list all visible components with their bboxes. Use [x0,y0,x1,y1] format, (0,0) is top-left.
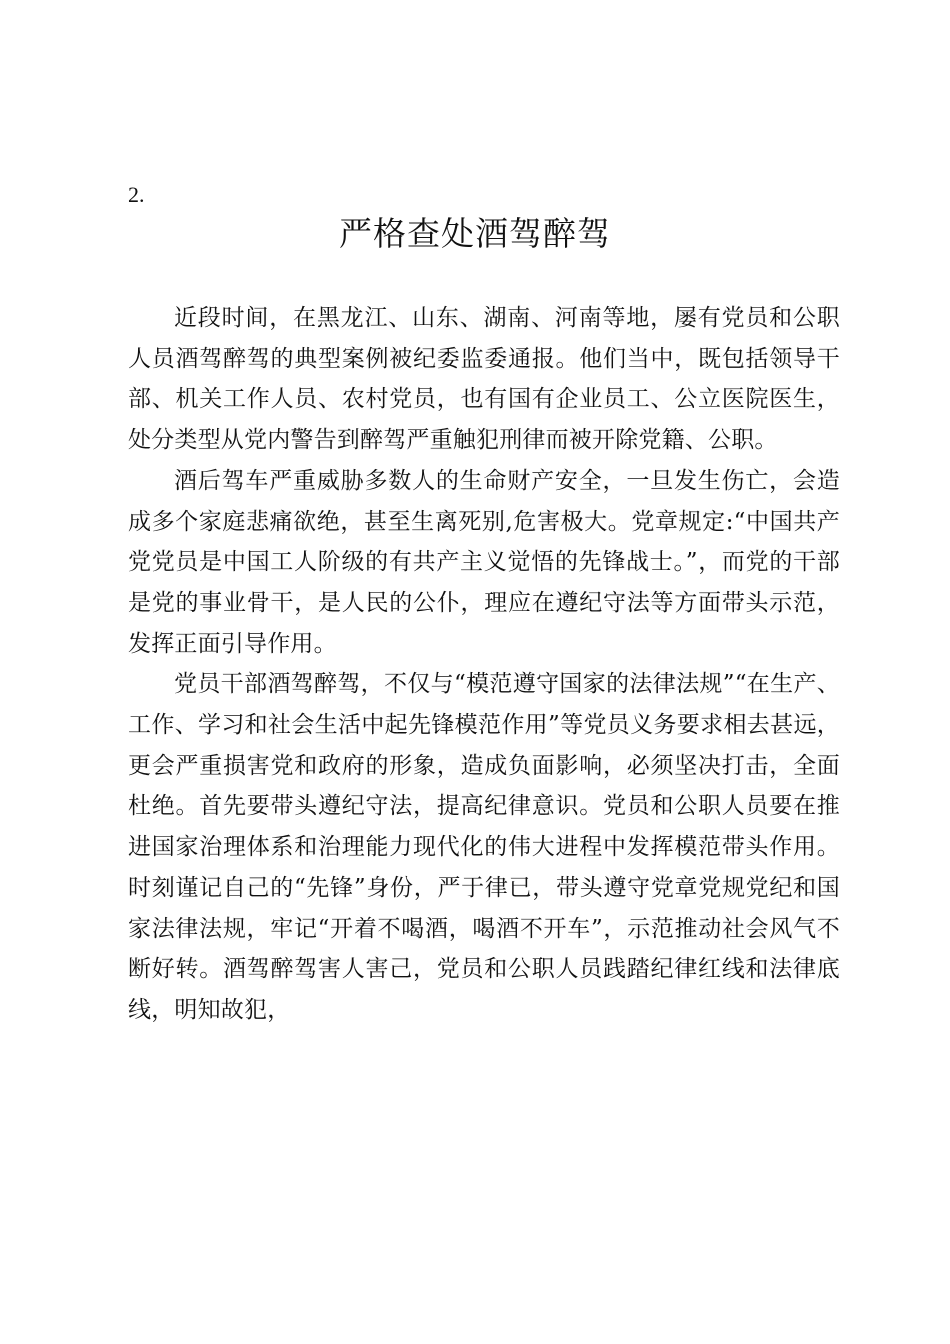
document-title: 严格查处酒驾醉驾 [339,214,611,253]
paragraph: 党员干部酒驾醉驾，不仅与“模范遵守国家的法律法规”“在生产、工作、学习和社会生活中起先锋模范作用”等党员义务要求相去甚远，更会严重损害党和政府的形象，造成负面影响，必须坚决打击，全面杜绝。首先要带头遵纪守法，提高纪律意识。党员和公职人员要在推进国家治理体系和治理能力现代化的伟大进程中发挥模范带头作用。时刻谨记自己的“先锋”身份，严于律已，带头遵守党章党规党纪和国家法律法规，牢记“开着不喝酒，喝酒不开车”，示范推动社会风气不断好转。酒驾醉驾害人害己，党员和公职人员践踏纪律红线和法律底线，明知故犯， [128,671,840,1023]
paragraph: 酒后驾车严重威胁多数人的生命财产安全，一旦发生伤亡，会造成多个家庭悲痛欲绝，甚至生离死别,危害极大。党章规定:“中国共产党党员是中国工人阶级的有共产主义觉悟的先锋战士。”，而党的干部是党的事业骨干，是人民的公仆，理应在遵纪守法等方面带头示范，发挥正面引导作用。 [128,467,840,657]
paragraph: 近段时间，在黑龙江、山东、湖南、河南等地，屡有党员和公职人员酒驾醉驾的典型案例被纪委监委通报。他们当中，既包括领导干部、机关工作人员、农村党员，也有国有企业员工、公立医院医生，处分类型从党内警告到醉驾严重触犯刑律而被开除党籍、公职。 [128,305,840,454]
section-number: 2. [128,182,145,207]
document-body [128,298,840,1031]
